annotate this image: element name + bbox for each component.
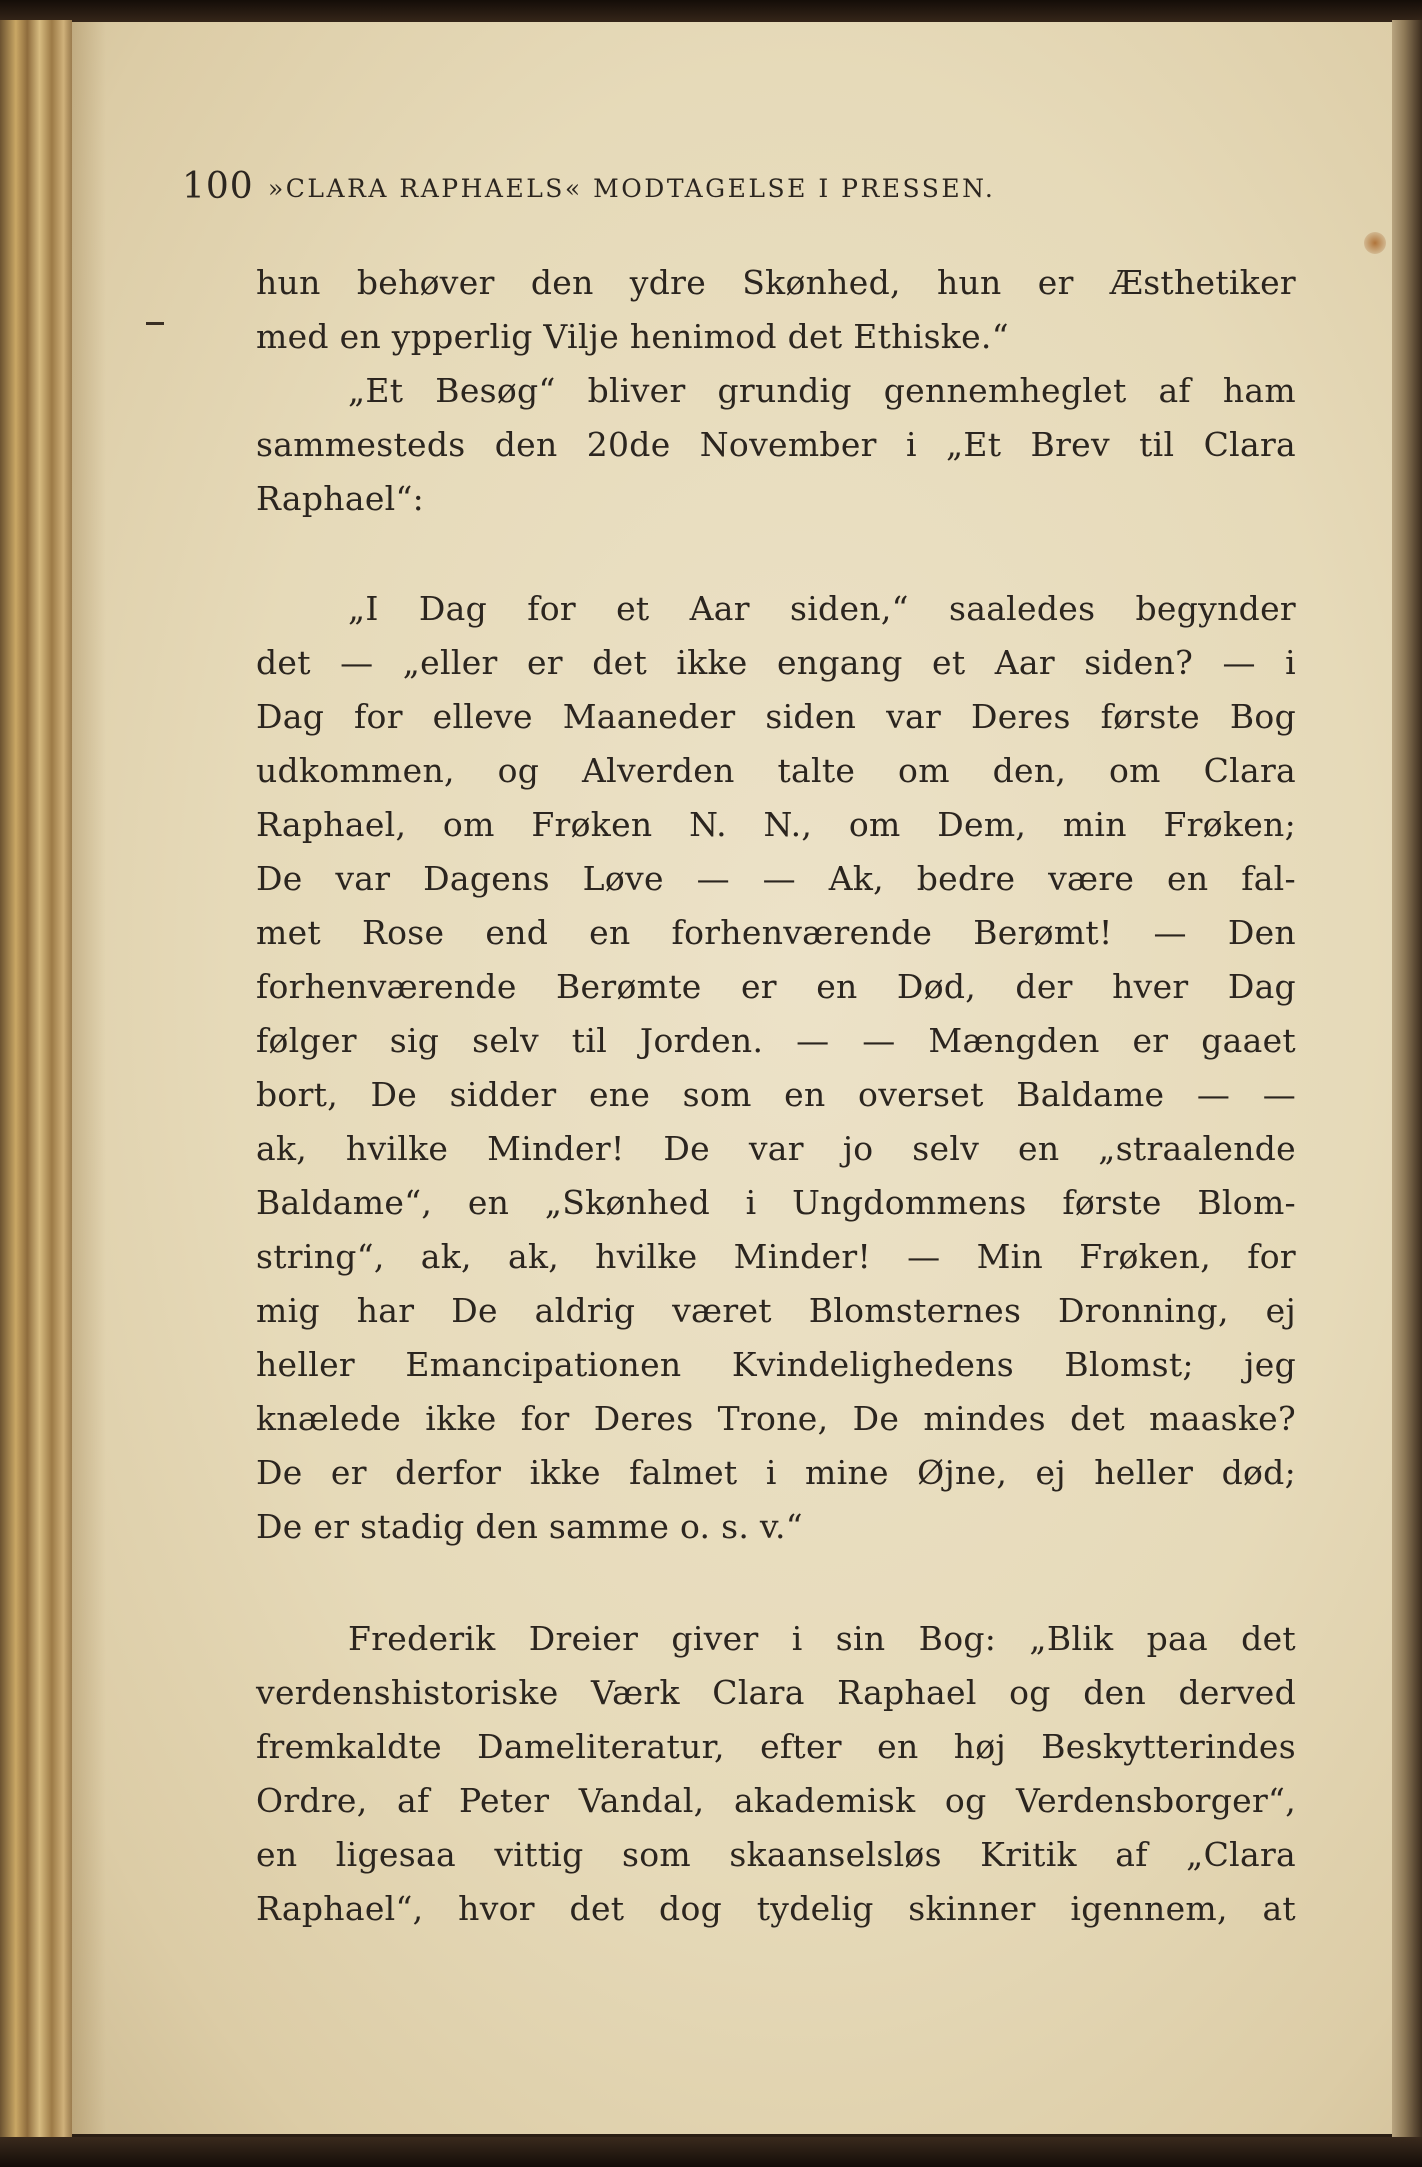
text-line: hun behøver den ydre Skønhed, hun er Æsthetiker [256,263,1296,302]
margin-dash-mark [146,322,164,325]
text-line: forhenværende Berømte er en Død, der hver Dag [256,967,1296,1006]
text-line: ak, hvilke Minder! De var jo selv en „straalende [256,1129,1296,1168]
text-line: mig har De aldrig været Blomsternes Dronning, ej [256,1291,1296,1330]
text-line: De er stadig den samme o. s. v.“ [256,1507,803,1546]
text-line: det — „eller er det ikke engang et Aar siden? — i [256,643,1296,682]
scan-bottom-edge [0,2137,1422,2167]
text-line: følger sig selv til Jorden. — — Mængden er gaaet [256,1021,1296,1060]
page-header [182,166,1182,210]
text-line: met Rose end en forhenværende Berømt! — Den [256,913,1296,952]
text-line: heller Emancipationen Kvindelighedens Blomst; jeg [256,1345,1296,1384]
text-line: en ligesaa vittig som skaanselsløs Kritik af „Clara [256,1835,1296,1874]
text-line: De var Dagens Løve — — Ak, bedre være en fal- [256,859,1296,898]
page-right-edge [1392,20,1422,2140]
book-spine-edge [0,20,72,2140]
text-line: string“, ak, ak, hvilke Minder! — Min Frøken, for [256,1237,1296,1276]
text-line: Frederik Dreier giver i sin Bog: „Blik paa det [348,1619,1296,1658]
text-line: udkommen, og Alverden talte om den, om Clara [256,751,1296,790]
page-number: 100 [182,166,254,207]
running-head: »CLARA RAPHAELS« MODTAGELSE I PRESSEN. [268,174,996,203]
text-line: De er derfor ikke falmet i mine Øjne, ej heller død; [256,1453,1296,1492]
text-line: „I Dag for et Aar siden,“ saaledes begynder [348,589,1296,628]
text-line: Raphael, om Frøken N. N., om Dem, min Frøken; [256,805,1296,844]
text-line: Raphael“: [256,479,425,518]
text-line: Dag for elleve Maaneder siden var Deres første Bog [256,697,1296,736]
text-line: „Et Besøg“ bliver grundig gennemheglet af ham [348,371,1296,410]
text-line: med en ypperlig Vilje henimod det Ethiske.“ [256,317,1009,356]
text-line: fremkaldte Dameliteratur, efter en høj Beskytterindes [256,1727,1296,1766]
text-line: sammesteds den 20de November i „Et Brev til Clara [256,425,1296,464]
text-line: Raphael“, hvor det dog tydelig skinner igennem, at [256,1889,1296,1928]
text-line: bort, De sidder ene som en overset Baldame — — [256,1075,1296,1114]
ink-spot-mark [1364,232,1386,254]
text-line: verdenshistoriske Værk Clara Raphael og den derved [256,1673,1296,1712]
text-line: Baldame“, en „Skønhed i Ungdommens første Blom- [256,1183,1296,1222]
text-line: Ordre, af Peter Vandal, akademisk og Verdensborger“, [256,1781,1296,1820]
text-line: knælede ikke for Deres Trone, De mindes det maaske? [256,1399,1296,1438]
